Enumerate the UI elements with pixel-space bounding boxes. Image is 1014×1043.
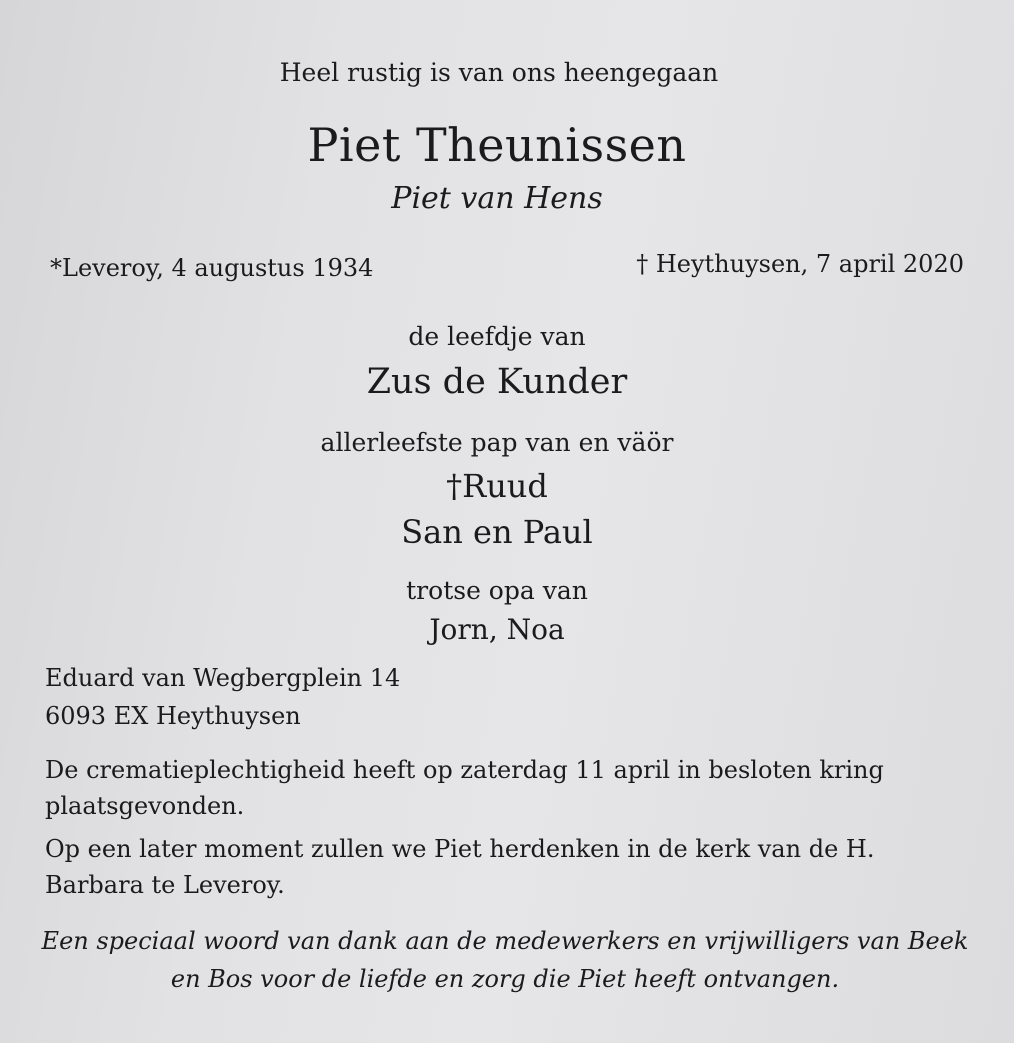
- grandchildren-names: Jorn, Noa: [429, 613, 565, 646]
- partner-name: Zus de Kunder: [366, 362, 628, 402]
- deceased-nickname: Piet van Hens: [391, 181, 603, 216]
- address-line-1: Eduard van Wegbergplein 14: [45, 664, 401, 692]
- deceased-name: Piet Theunissen: [307, 118, 687, 172]
- address-line-2: 6093 EX Heythuysen: [45, 702, 301, 730]
- death-date: † Heythuysen, 7 april 2020: [636, 250, 964, 278]
- parent-label: allerleefste pap van en väör: [320, 428, 674, 457]
- thanks-paragraph: Een speciaal woord van dank aan de medewerkers en vrijwilligers van Beek en Bos voor de liefde en zorg die Piet heeft ontvangen.: [41, 927, 969, 993]
- birth-date: *Leveroy, 4 augustus 1934: [50, 254, 374, 282]
- ceremony-paragraph: De crematieplechtigheid heeft op zaterdag 11 april in besloten kring plaatsgevonden.: [45, 756, 884, 820]
- intro-text: Heel rustig is van ons heengegaan: [279, 58, 719, 87]
- remembrance-paragraph: Op een later moment zullen we Piet herdenken in de kerk van de H. Barbara te Leveroy.: [45, 835, 875, 899]
- grandparent-label: trotse opa van: [406, 576, 588, 605]
- loved-label: de leefdje van: [408, 322, 586, 351]
- child-name-2: San en Paul: [401, 513, 593, 551]
- child-name-1: †Ruud: [446, 467, 548, 505]
